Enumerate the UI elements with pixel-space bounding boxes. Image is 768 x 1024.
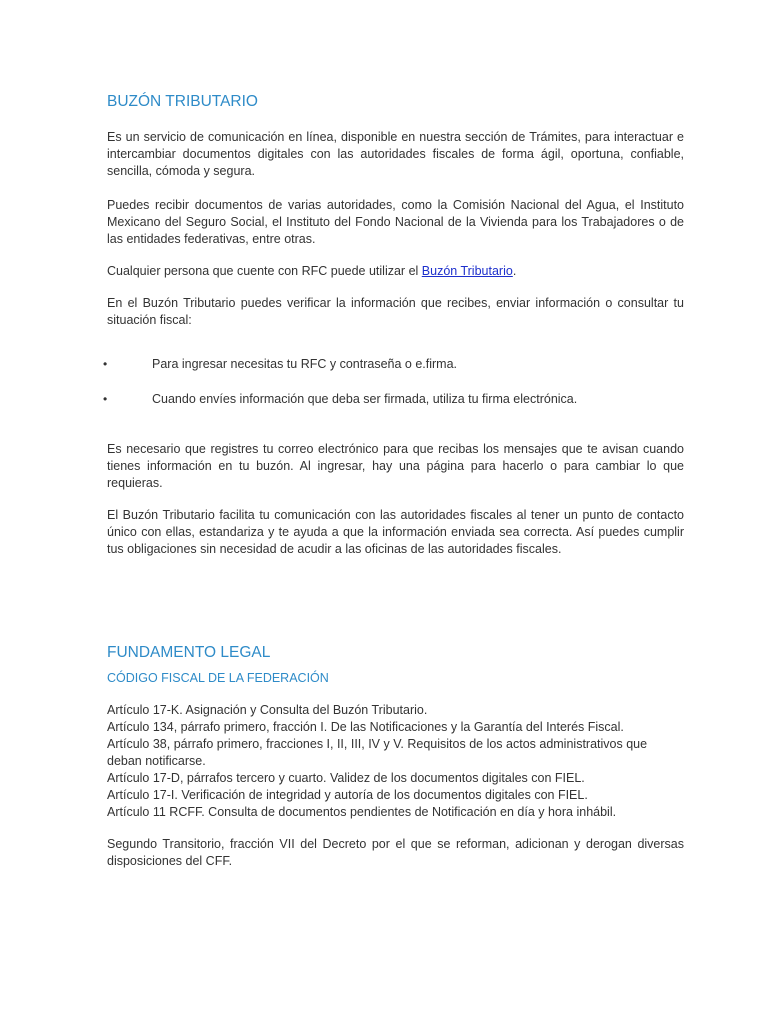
article-item: Artículo 17-K. Asignación y Consulta del Buzón Tributario. bbox=[107, 703, 428, 717]
paragraph-transitorio: Segundo Transitorio, fracción VII del Decreto por el que se reforman, adicionan y derogan diversas disposiciones del CFF. bbox=[107, 837, 684, 868]
bullet-icon: • bbox=[103, 357, 108, 371]
list-item bbox=[103, 391, 684, 408]
article-item: Artículo 134, párrafo primero, fracción I. De las Notificaciones y la Garantía del Interés Fiscal. bbox=[107, 720, 624, 734]
bullet-list bbox=[103, 356, 684, 408]
bullet-icon: • bbox=[103, 392, 108, 406]
list-item-text: Cuando envíes información que deba ser firmada, utiliza tu firma electrónica. bbox=[152, 392, 578, 406]
paragraph-intro: Es un servicio de comunicación en línea, disponible en nuestra sección de Trámites, para interactuar e intercambiar documentos digitales con las autoridades fiscales de forma ágil, oportuna, confiable, sencilla, cómoda y segura. bbox=[107, 130, 684, 178]
list-item-text: Para ingresar necesitas tu RFC y contraseña o e.firma. bbox=[152, 357, 457, 371]
paragraph-rfc-prefix: Cualquier persona que cuente con RFC puede utilizar el bbox=[107, 264, 422, 278]
article-item: Artículo 11 RCFF. Consulta de documentos pendientes de Notificación en día y hora inhábil. bbox=[107, 805, 617, 819]
paragraph-facilitates: El Buzón Tributario facilita tu comunicación con las autoridades fiscales al tener un punto de contacto único con ellas, estandariza y te ayuda a que la información enviada sea correcta. Así puedes cumplir tus obligaciones sin necesidad de acudir a las oficinas de las autoridades fiscales. bbox=[107, 508, 684, 556]
buzon-tributario-link[interactable]: Buzón Tributario bbox=[421, 264, 513, 278]
article-list bbox=[107, 702, 684, 821]
section-subtitle-cff: CÓDIGO FISCAL DE LA FEDERACIÓN bbox=[107, 671, 329, 685]
list-item bbox=[103, 356, 684, 373]
section-title-buzon: BUZÓN TRIBUTARIO bbox=[107, 93, 258, 110]
paragraph-authorities: Puedes recibir documentos de varias autoridades, como la Comisión Nacional del Agua, el Instituto Mexicano del Seguro Social, el Instituto del Fondo Nacional de la Vivienda para los Trabajadores o de las entidades federativas, entre otras. bbox=[107, 198, 684, 246]
section-title-fundamento: FUNDAMENTO LEGAL bbox=[107, 644, 271, 661]
paragraph-verify: En el Buzón Tributario puedes verificar la información que recibes, enviar información o consultar tu situación fiscal: bbox=[107, 296, 684, 327]
article-item: Artículo 17-D, párrafos tercero y cuarto. Validez de los documentos digitales con FIEL. bbox=[107, 771, 585, 785]
article-item: Artículo 17-I. Verificación de integridad y autoría de los documentos digitales con FIEL. bbox=[107, 788, 588, 802]
paragraph-rfc-suffix: . bbox=[512, 264, 517, 278]
article-item: Artículo 38, párrafo primero, fracciones I, II, III, IV y V. Requisitos de los actos administrativos que deban notificarse. bbox=[107, 737, 648, 768]
paragraph-email: Es necesario que registres tu correo electrónico para que recibas los mensajes que te avisan cuando tienes información en tu buzón. Al ingresar, hay una página para hacerlo o para cambiar lo que requieras. bbox=[107, 442, 684, 490]
paragraph-rfc bbox=[107, 263, 684, 280]
